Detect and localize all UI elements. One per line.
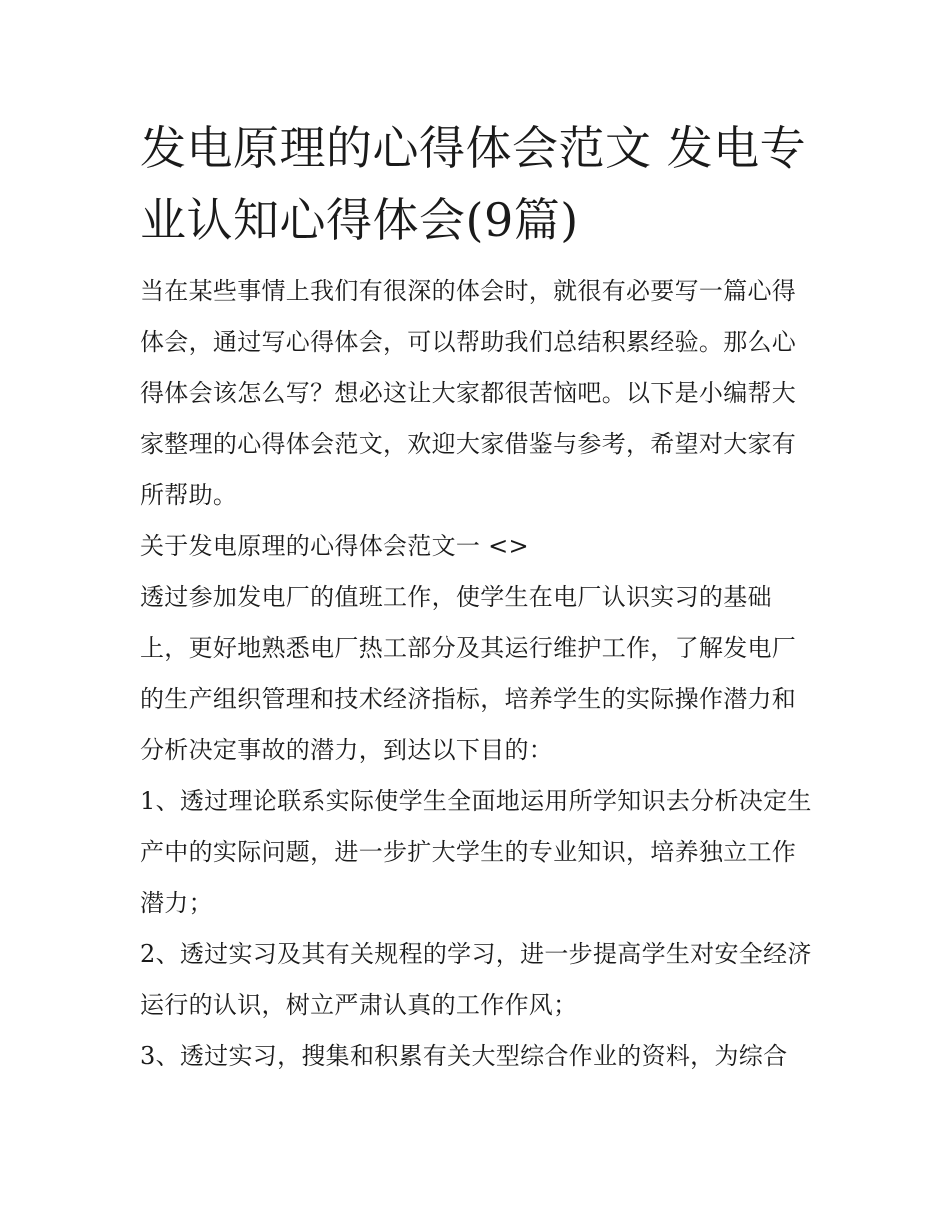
document-title: 发电原理的心得体会范文 发电专业认知心得体会(9篇)	[140, 121, 807, 247]
list-item-2: 2、透过实习及其有关规程的学习，进一步提高学生对安全经济运行的认识，树立严肃认真的工作作风；	[140, 940, 812, 1019]
body-paragraph: 透过参加发电厂的值班工作，使学生在电厂认识实习的基础上，更好地熟悉电厂热工部分及其运行维护工作，了解发电厂的生产组织管理和技术经济指标，培养学生的实际操作潜力和分析决定事故的潜力，到达以下目的：	[140, 583, 797, 764]
document-page	[140, 112, 812, 1082]
section-heading: 关于发电原理的心得体会范文一 <>	[140, 532, 529, 560]
list-item-1: 1、透过理论联系实际使学生全面地运用所学知识去分析决定生产中的实际问题，进一步扩大学生的专业知识，培养独立工作潜力；	[140, 787, 812, 917]
list-item-3: 3、透过实习，搜集和积累有关大型综合作业的资料，为综合	[140, 1042, 788, 1070]
intro-paragraph: 当在某些事情上我们有很深的体会时，就很有必要写一篇心得体会，通过写心得体会，可以帮助我们总结积累经验。那么心得体会该怎么写？想必这让大家都很苦恼吧。以下是小编帮大家整理的心得体会范文，欢迎大家借鉴与参考，希望对大家有所帮助。	[140, 277, 797, 509]
